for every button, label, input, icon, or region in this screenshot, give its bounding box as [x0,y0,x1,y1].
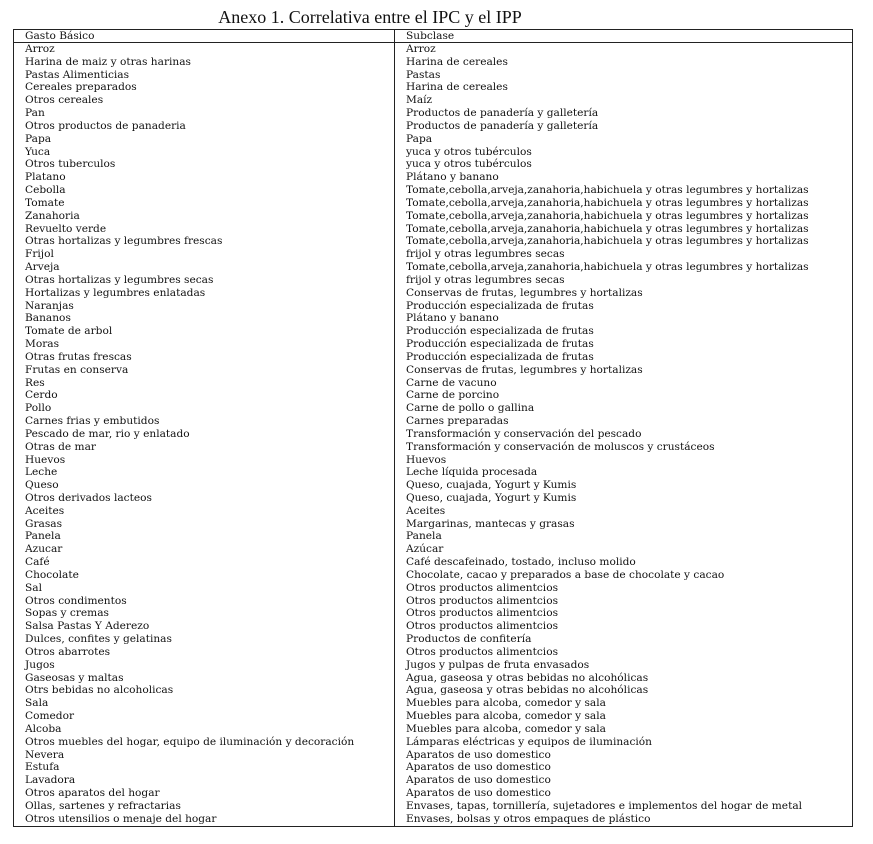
cell-gasto-basico: Salsa Pastas Y Aderezo [14,620,395,633]
cell-gasto-basico: Otros productos de panaderia [14,120,395,133]
table-row [14,787,852,800]
cell-subclase: Pastas [406,68,441,81]
table-row [14,377,852,390]
table-row [14,197,852,210]
cell-gasto-basico: Otros condimentos [14,595,395,608]
cell-subclase: Aparatos de uso domestico [406,748,551,761]
cell-subclase: Envases, tapas, tornillería, sujetadores e implementos del hogar de metal [406,799,803,812]
cell-subclase: Otros productos alimentcios [406,607,559,620]
cell-gasto-basico: Otras frutas frescas [14,351,395,364]
correlation-table [13,29,853,827]
cell-subclase: Tomate,cebolla,arveja,zanahoria,habichuela y otras legumbres y hortalizas [406,235,809,248]
cell-subclase: Plátano y banano [406,171,499,184]
cell-subclase: Tomate,cebolla,arveja,zanahoria,habichuela y otras legumbres y hortalizas [406,196,809,209]
cell-gasto-basico: Gaseosas y maltas [14,672,395,685]
cell-gasto-basico: Lavadora [14,774,395,787]
table-row [14,274,852,287]
cell-subclase: Queso, cuajada, Yogurt y Kumis [406,479,577,492]
cell-gasto-basico: Carnes frias y embutidos [14,415,395,428]
table-row [14,94,852,107]
table-body [14,43,852,826]
cell-subclase: Plátano y banano [406,312,499,325]
table-row [14,505,852,518]
table-row [14,43,852,56]
cell-gasto-basico: Grasas [14,518,395,531]
cell-gasto-basico: Leche [14,466,395,479]
cell-subclase: Producción especializada de frutas [406,350,594,363]
table-row [14,81,852,94]
table-row [14,710,852,723]
cell-subclase: Agua, gaseosa y otras bebidas no alcohólicas [406,671,649,684]
cell-gasto-basico: Tomate [14,197,395,210]
cell-subclase: Aceites [406,504,446,517]
cell-subclase: Agua, gaseosa y otras bebidas no alcohólicas [406,684,649,697]
cell-subclase: Tomate,cebolla,arveja,zanahoria,habichuela y otras legumbres y hortalizas [406,184,809,197]
table-row [14,556,852,569]
cell-gasto-basico: Estufa [14,761,395,774]
table-row [14,543,852,556]
cell-subclase: Aparatos de uso domestico [406,761,551,774]
cell-subclase: Azúcar [406,543,444,556]
cell-subclase: Muebles para alcoba, comedor y sala [406,710,606,723]
cell-gasto-basico: Platano [14,171,395,184]
cell-gasto-basico: Otros muebles del hogar, equipo de iluminación y decoración [14,736,395,749]
table-row [14,351,852,364]
table-row [14,774,852,787]
cell-subclase: Otros productos alimentcios [406,594,559,607]
cell-subclase: Margarinas, mantecas y grasas [406,517,575,530]
cell-gasto-basico: Dulces, confites y gelatinas [14,633,395,646]
table-row [14,364,852,377]
cell-subclase: Producción especializada de frutas [406,325,594,338]
cell-subclase: Transformación y conservación de moluscos y crustáceos [406,440,715,453]
cell-gasto-basico: Aceites [14,505,395,518]
cell-subclase: Carne de pollo o gallina [406,402,535,415]
cell-gasto-basico: Harina de maiz y otras harinas [14,56,395,69]
cell-subclase: Queso, cuajada, Yogurt y Kumis [406,491,577,504]
cell-gasto-basico: Huevos [14,454,395,467]
header-subclase: Subclase [406,30,455,42]
table-row [14,492,852,505]
cell-subclase: Harina de cereales [406,81,508,94]
cell-gasto-basico: Moras [14,338,395,351]
cell-gasto-basico: Revuelto verde [14,223,395,236]
table-row [14,659,852,672]
table-row [14,158,852,171]
cell-gasto-basico: Sala [14,697,395,710]
cell-subclase: Maíz [406,94,433,107]
cell-gasto-basico: Cebolla [14,184,395,197]
cell-gasto-basico: Alcoba [14,723,395,736]
cell-subclase: Carne de vacuno [406,376,497,389]
cell-subclase: Producción especializada de frutas [406,299,594,312]
table-row [14,620,852,633]
cell-gasto-basico: Otrs bebidas no alcoholicas [14,684,395,697]
table-row [14,184,852,197]
cell-gasto-basico: Arroz [14,43,395,56]
cell-gasto-basico: Otros aparatos del hogar [14,787,395,800]
cell-subclase: Lámparas eléctricas y equipos de iluminación [406,735,652,748]
table-row [14,697,852,710]
cell-gasto-basico: Otros cereales [14,94,395,107]
cell-gasto-basico: Cereales preparados [14,81,395,94]
cell-subclase: Envases, bolsas y otros empaques de plástico [406,812,651,825]
cell-subclase: Productos de panadería y galletería [406,107,599,120]
cell-gasto-basico: Pan [14,107,395,120]
table-row [14,633,852,646]
table-row [14,338,852,351]
table-row [14,261,852,274]
cell-gasto-basico: Café [14,556,395,569]
cell-gasto-basico: Comedor [14,710,395,723]
table-row [14,300,852,313]
cell-gasto-basico: Pollo [14,402,395,415]
cell-subclase: Carnes preparadas [406,415,509,428]
table-row [14,223,852,236]
cell-gasto-basico: Tomate de arbol [14,325,395,338]
cell-gasto-basico: Res [14,377,395,390]
cell-subclase: Productos de panadería y galletería [406,119,599,132]
table-row [14,312,852,325]
cell-gasto-basico: Otras hortalizas y legumbres secas [14,274,395,287]
cell-subclase: yuca y otros tubérculos [406,145,532,158]
cell-subclase: Jugos y pulpas de fruta envasados [406,658,590,671]
table-row [14,287,852,300]
table-row [14,813,852,826]
cell-gasto-basico: Yuca [14,146,395,159]
cell-gasto-basico: Hortalizas y legumbres enlatadas [14,287,395,300]
cell-subclase: Panela [406,530,442,543]
cell-subclase: Conservas de frutas, legumbres y hortalizas [406,286,643,299]
cell-subclase: Transformación y conservación del pescado [406,427,642,440]
cell-subclase: Aparatos de uso domestico [406,787,551,800]
cell-gasto-basico: Nevera [14,749,395,762]
cell-gasto-basico: Bananos [14,312,395,325]
table-row [14,120,852,133]
cell-subclase: Tomate,cebolla,arveja,zanahoria,habichuela y otras legumbres y hortalizas [406,222,809,235]
table-row [14,736,852,749]
cell-gasto-basico: Queso [14,479,395,492]
table-row [14,69,852,82]
cell-gasto-basico: Naranjas [14,300,395,313]
table-row [14,235,852,248]
table-row [14,723,852,736]
cell-gasto-basico: Otras de mar [14,441,395,454]
cell-gasto-basico: Papa [14,133,395,146]
table-row [14,518,852,531]
cell-gasto-basico: Frutas en conserva [14,364,395,377]
cell-subclase: Huevos [406,453,447,466]
cell-subclase: Papa [406,132,433,145]
cell-subclase: Arroz [406,43,436,55]
table-row [14,107,852,120]
cell-subclase: yuca y otros tubérculos [406,158,532,171]
table-row [14,607,852,620]
table-row [14,325,852,338]
table-row [14,672,852,685]
table-row [14,441,852,454]
table-row [14,530,852,543]
table-row [14,582,852,595]
cell-subclase: Producción especializada de frutas [406,338,594,351]
cell-subclase: Carne de porcino [406,389,500,402]
cell-gasto-basico: Otros tuberculos [14,158,395,171]
cell-gasto-basico: Otros utensilios o menaje del hogar [14,813,395,826]
table-row [14,595,852,608]
cell-subclase: Productos de confitería [406,633,532,646]
cell-subclase: Muebles para alcoba, comedor y sala [406,722,606,735]
table-row [14,171,852,184]
cell-subclase: Chocolate, cacao y preparados a base de chocolate y cacao [406,568,725,581]
cell-gasto-basico: Zanahoria [14,210,395,223]
cell-gasto-basico: Otros derivados lacteos [14,492,395,505]
table-row [14,569,852,582]
table-row [14,800,852,813]
cell-gasto-basico: Arveja [14,261,395,274]
table-row [14,749,852,762]
cell-subclase: Otros productos alimentcios [406,581,559,594]
header-gasto-basico: Gasto Básico [14,30,395,42]
table-row [14,428,852,441]
cell-subclase: Café descafeinado, tostado, incluso molido [406,556,636,569]
cell-gasto-basico: Pastas Alimenticias [14,69,395,82]
cell-gasto-basico: Pescado de mar, rio y enlatado [14,428,395,441]
cell-subclase: Aparatos de uso domestico [406,774,551,787]
cell-subclase: Conservas de frutas, legumbres y hortalizas [406,363,643,376]
cell-gasto-basico: Jugos [14,659,395,672]
table-row [14,389,852,402]
cell-subclase: Muebles para alcoba, comedor y sala [406,697,606,710]
table-row [14,466,852,479]
cell-subclase: Tomate,cebolla,arveja,zanahoria,habichuela y otras legumbres y hortalizas [406,261,809,274]
page-title: Anexo 1. Correlativa entre el IPC y el IPP [218,7,522,27]
cell-subclase: Otros productos alimentcios [406,620,559,633]
table-row [14,146,852,159]
table-row [14,56,852,69]
table-row [14,761,852,774]
cell-subclase: Otros productos alimentcios [406,645,559,658]
table-row [14,210,852,223]
table-row [14,402,852,415]
table-row [14,415,852,428]
cell-gasto-basico: Otras hortalizas y legumbres frescas [14,235,395,248]
cell-subclase: Harina de cereales [406,55,508,68]
cell-subclase: frijol y otras legumbres secas [406,273,565,286]
cell-gasto-basico: Cerdo [14,389,395,402]
cell-gasto-basico: Ollas, sartenes y refractarias [14,800,395,813]
cell-gasto-basico: Panela [14,530,395,543]
table-row [14,248,852,261]
table-row [14,684,852,697]
cell-subclase: Tomate,cebolla,arveja,zanahoria,habichuela y otras legumbres y hortalizas [406,209,809,222]
table-row [14,479,852,492]
cell-subclase: Leche líquida procesada [406,466,538,479]
table-header-row [14,30,852,43]
cell-gasto-basico: Frijol [14,248,395,261]
cell-gasto-basico: Sal [14,582,395,595]
cell-gasto-basico: Sopas y cremas [14,607,395,620]
table-row [14,454,852,467]
cell-subclase: frijol y otras legumbres secas [406,248,565,261]
cell-gasto-basico: Otros abarrotes [14,646,395,659]
cell-gasto-basico: Azucar [14,543,395,556]
table-row [14,133,852,146]
table-row [14,646,852,659]
cell-gasto-basico: Chocolate [14,569,395,582]
